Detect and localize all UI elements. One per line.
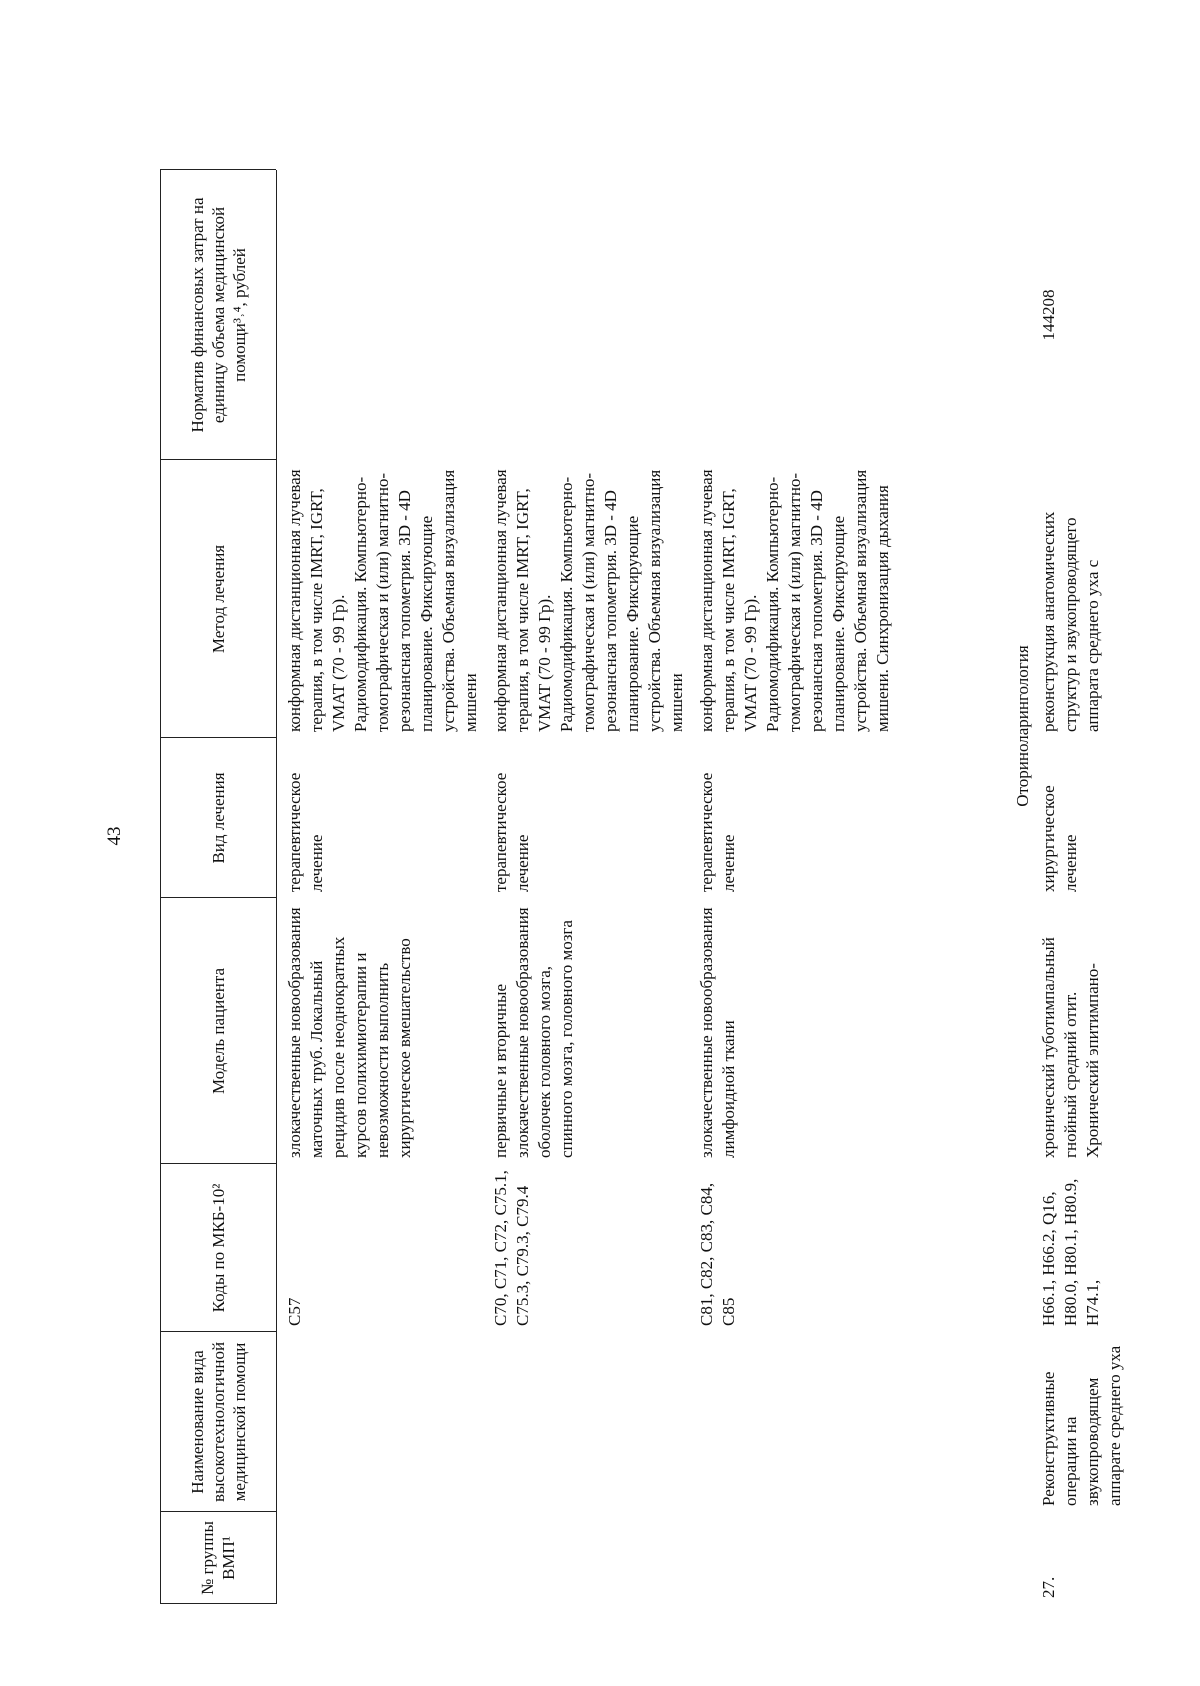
header-bottom-border — [276, 170, 277, 1604]
table-cell-treatment-type: терапевтическое лечение — [697, 772, 738, 892]
header-group-no: № группы ВМП¹ — [198, 1521, 238, 1595]
page-number: 43 — [104, 826, 125, 846]
header-name: Наименование вида высокотехнологичной медицинской помощи — [187, 1341, 249, 1503]
header-codes: Коды по МКБ-10² — [208, 1183, 228, 1313]
table-cell-norm: 144208 — [1039, 289, 1058, 341]
table-cell-model: хронический туботимпальный гнойный средний отит. Хронический эпитимпано- — [1039, 937, 1102, 1158]
header-model: Модель пациента — [208, 967, 228, 1095]
treatment-table — [160, 170, 1200, 1604]
table-cell-method: реконструкция анатомических структур и звукопроводящего аппарата среднего уха с — [1039, 511, 1102, 732]
table-cell-codes: С70, С71, С72, С75.1, С75.3, С79.3, С79.4 — [491, 1170, 532, 1326]
header-norm: Норматив финансовых затрат на единицу объема медицинской помощи³˒⁴, рублей — [187, 197, 249, 433]
table-cell-treatment-type: хирургическое лечение — [1039, 785, 1080, 892]
table-cell-group-no: 27. — [1039, 1576, 1058, 1598]
table-cell-treatment-type: терапевтическое лечение — [285, 772, 326, 892]
table-cell-codes: С57 — [285, 1297, 304, 1326]
table-cell-method: конформная дистанционная лучевая терапия, в том числе IMRT, IGRT, VMAT (70 - 99 Гр). Радиомодификация. Компьютернотомографическая и (или) магнитно-резонансная топометрия. 3D - 4D планирование. Фиксирующие устройства. Объемная визуализация мишени — [491, 469, 686, 732]
table-cell-method: конформная дистанционная лучевая терапия, в том числе IMRT, IGRT, VMAT (70 - 99 Гр). Радиомодификация. Компьютернотомографическая и (или) магнитно-резонансная топометрия. 3D - 4D планирование. Фиксирующие устройства. Объемная визуализация мишени. Синхронизация дыхания — [697, 469, 892, 732]
header-treatment-type: Вид лечения — [208, 772, 228, 864]
header-method: Метод лечения — [208, 544, 228, 654]
table-cell-name: Реконструктивные операции на звукопроводящем аппарате среднего уха — [1039, 1345, 1124, 1506]
table-cell-model: первичные и вторичные злокачественные новообразования оболочек головного мозга, спинного мозга, головного мозга — [491, 907, 576, 1158]
table-cell-model: злокачественные новообразования маточных труб. Локальный рецидив после неоднократных курсов полихимиотерапии и невозможности выполнить хирургическое вмешательство — [285, 907, 414, 1158]
table-cell-codes: С81, С82, С83, С84, С85 — [697, 1182, 738, 1326]
table-cell-codes: H66.1, H66.2, Q16, H80.0, H80.1, H80.9, H74.1, — [1039, 1178, 1102, 1326]
section-heading: Оториноларингология — [1013, 645, 1032, 807]
table-cell-model: злокачественные новообразования лимфоидной ткани — [697, 907, 738, 1158]
table-cell-method: конформная дистанционная лучевая терапия, в том числе IMRT, IGRT, VMAT (70 - 99 Гр). Радиомодификация. Компьютернотомографическая и (или) магнитно-резонансная топометрия. 3D - 4D планирование. Фиксирующие устройства. Объемная визуализация мишени — [285, 469, 480, 732]
table-cell-treatment-type: терапевтическое лечение — [491, 772, 532, 892]
